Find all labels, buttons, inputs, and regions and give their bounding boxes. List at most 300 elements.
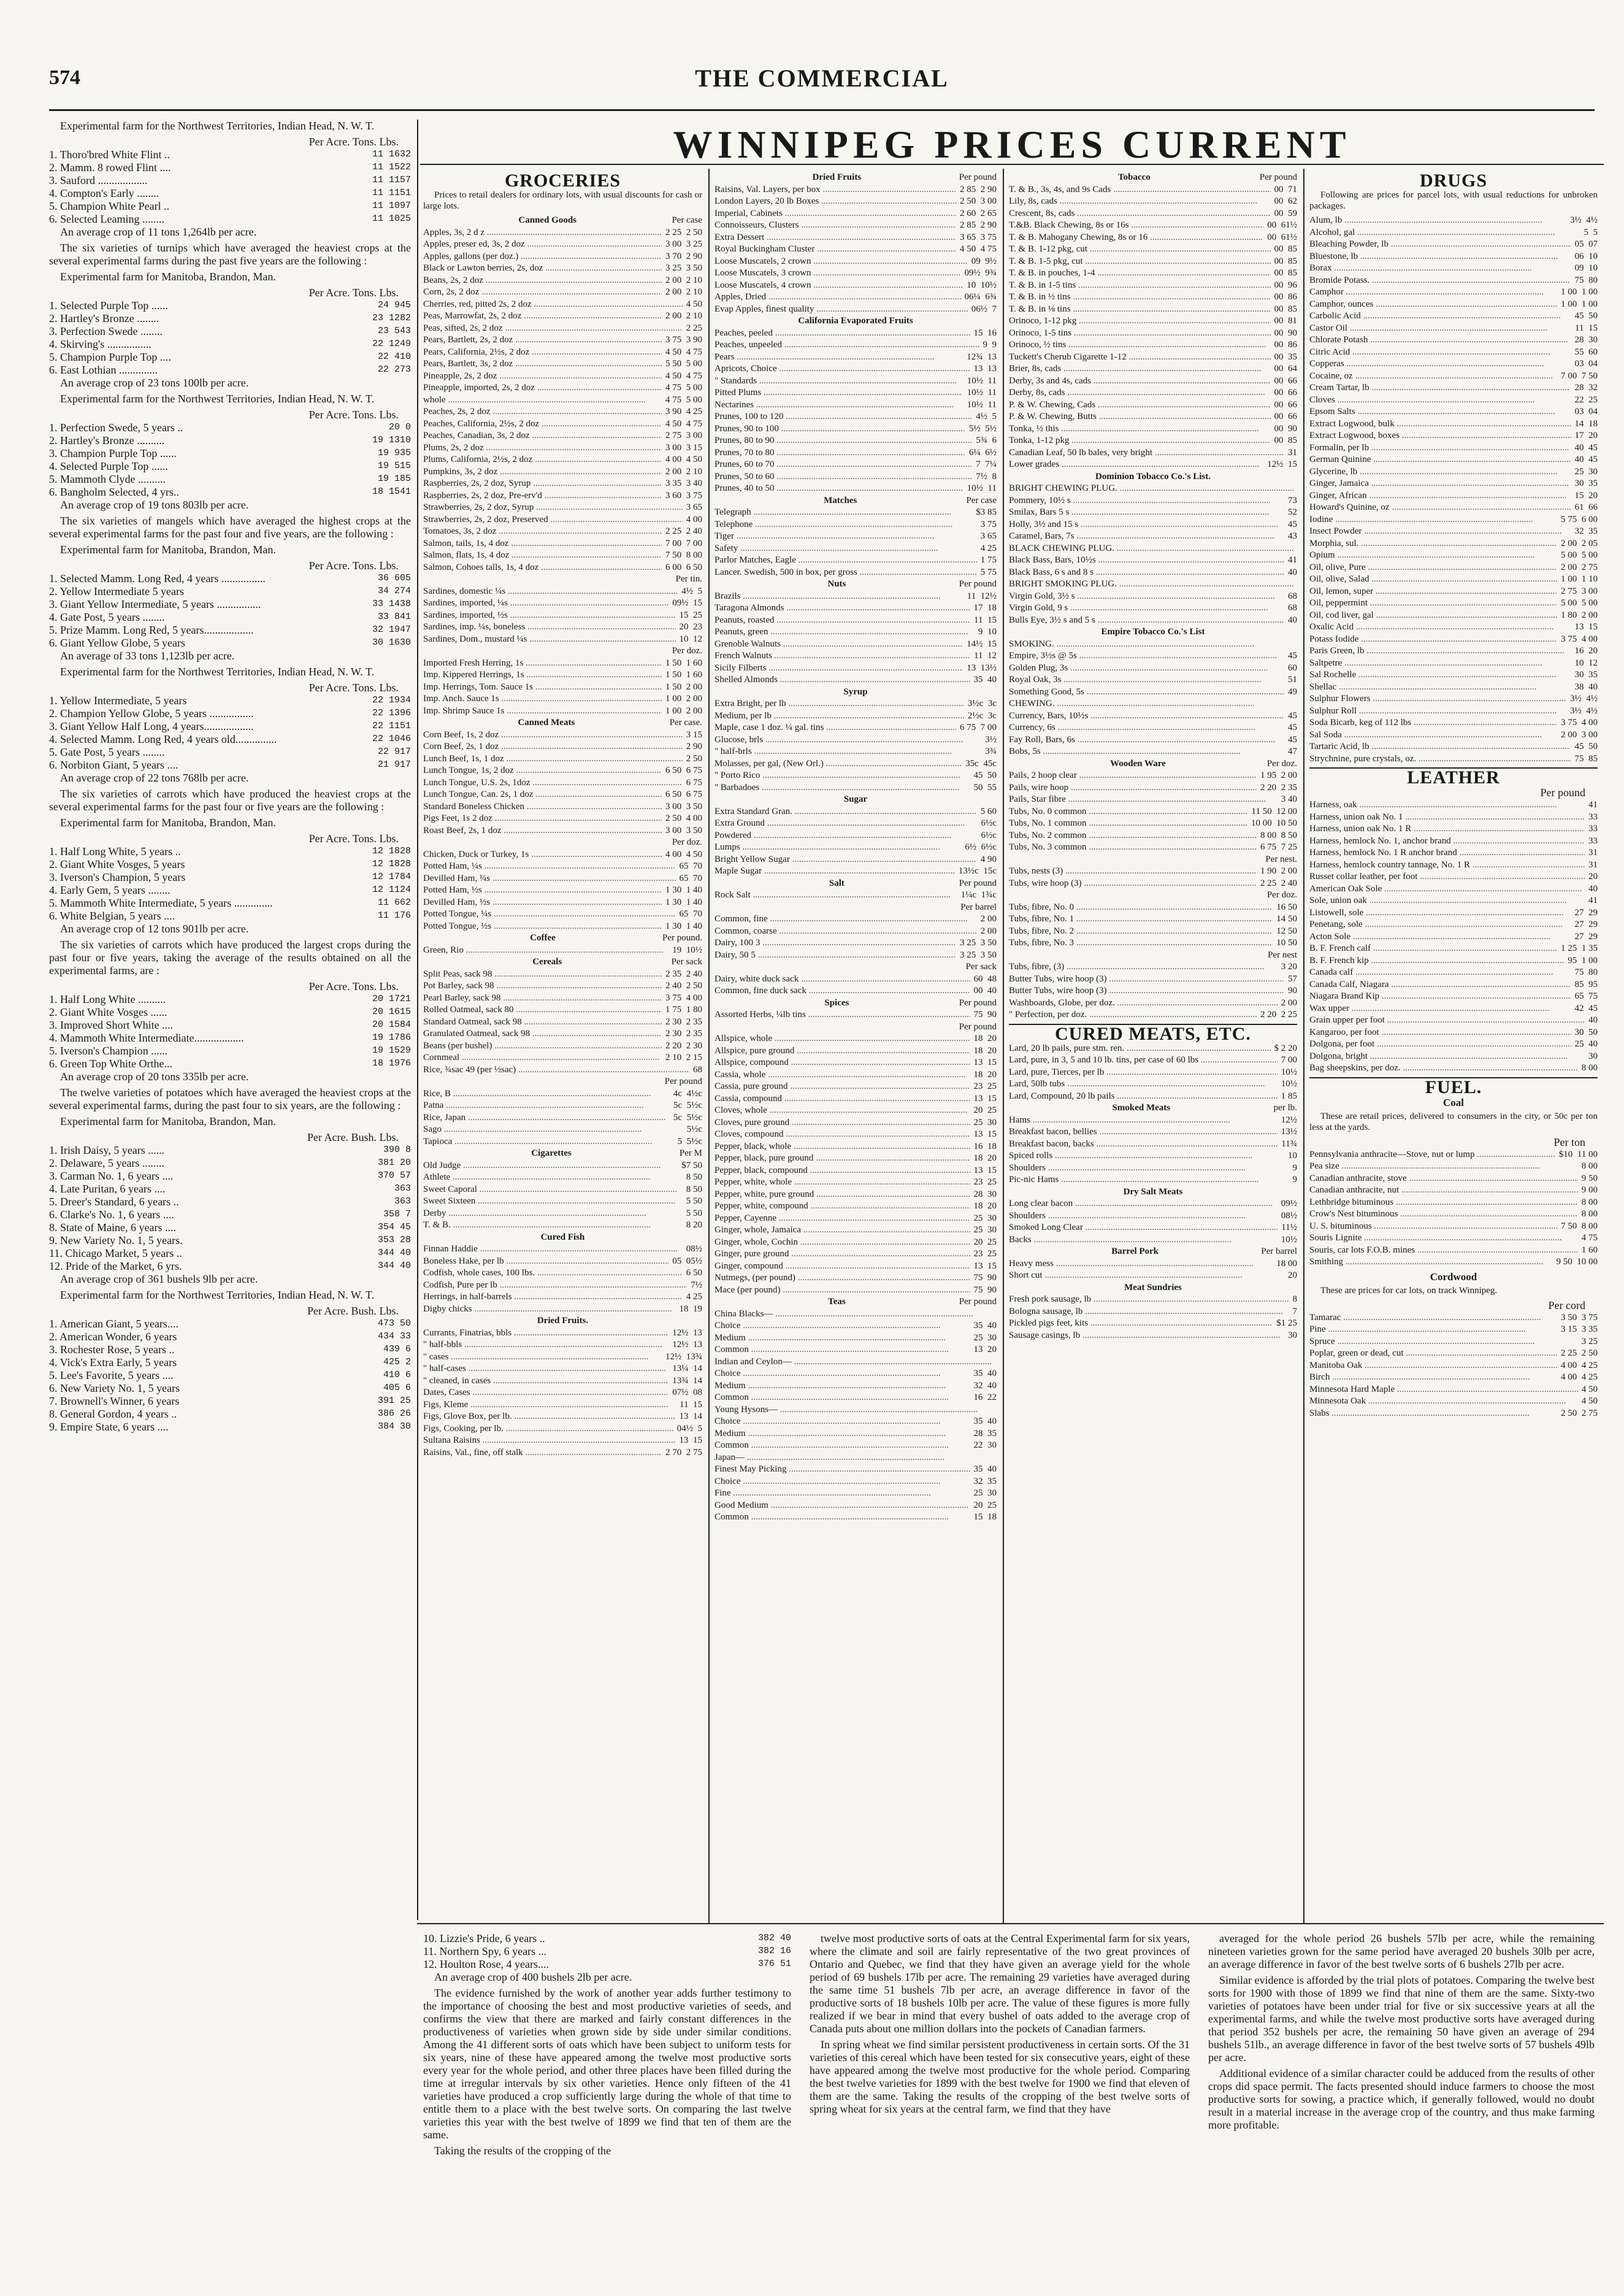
price-row	[1309, 658, 1598, 670]
item-name: Prunes, 40 to 50 .....	[714, 483, 963, 495]
price-row	[714, 447, 997, 459]
item-price: 23 25	[973, 1177, 997, 1187]
section-heading	[423, 932, 702, 945]
variety-name: 6. New Variety No. 1, 5 years	[49, 1382, 180, 1394]
yield-value: 22 1396	[372, 708, 411, 718]
unit-heading: Per Acre. Tons. Lbs.	[308, 136, 399, 148]
item-name: Alcohol, gal .....	[1309, 227, 1555, 239]
item-name: Tartaric Acid, lb .....	[1309, 741, 1569, 753]
variety-name: 7. Brownell's Winner, 6 years	[49, 1395, 180, 1407]
item-price: 22 30	[973, 1440, 997, 1450]
item-name: Common .....	[714, 1511, 949, 1524]
variety-name: 1. Selected Mamm. Long Red, 4 years ................	[49, 572, 266, 585]
item-price	[993, 1356, 997, 1369]
item-name: Tonka, 1-12 pkg .....	[1009, 435, 1270, 447]
item-price: 2 00 2 10	[665, 466, 702, 477]
item-price: 16 18	[973, 1141, 997, 1151]
variety-name: 3. Perfection Swede ........	[49, 325, 163, 337]
item-price: 3 25 3 50	[665, 263, 702, 273]
average-summary: An average crop of 19 tons 803lb per acre.	[60, 499, 249, 511]
price-row	[1309, 1027, 1598, 1039]
farm-intro: Experimental farm for Manitoba, Brandon, Man.	[60, 271, 276, 283]
price-row	[1309, 847, 1598, 859]
item-price: 25 30	[973, 1213, 997, 1223]
item-name: Young Hysons— .....	[714, 1404, 978, 1416]
price-row	[714, 267, 997, 280]
section-title	[1009, 950, 1268, 962]
item-name: Camphor .....	[1309, 286, 1544, 299]
variety-name: 2. Giant White Vosges ......	[49, 1006, 167, 1018]
item-name: Pickled pigs feet, kits .....	[1009, 1318, 1273, 1330]
item-name: Salmon, tails, 1s, 4 doz .....	[423, 538, 662, 550]
item-name: Listowell, sole .....	[1309, 907, 1564, 920]
price-row	[1309, 729, 1598, 742]
item-name: " Porto Rico .....	[714, 770, 960, 782]
item-price: 40 45	[1574, 455, 1598, 464]
item-price: 18 20	[973, 1045, 997, 1056]
item-price: 65 70	[679, 861, 702, 871]
price-row	[1009, 363, 1297, 375]
price-row	[1309, 286, 1598, 299]
item-name: Something Good, 5s .....	[1009, 686, 1284, 699]
price-row	[714, 208, 997, 220]
item-price: 14½ 15	[967, 639, 997, 649]
item-price: 2 85 2 90	[960, 220, 997, 230]
price-row	[714, 866, 997, 878]
section-title: California Evaporated Fruits	[798, 316, 913, 326]
variety-name: 4. Selected Mamm. Long Red, 4 years old...............	[49, 733, 277, 745]
yield-value: 381 20	[377, 1158, 411, 1168]
average-summary: An average crop of 11 tons 1,264lb per acre.	[60, 226, 257, 238]
section-unit: Per pound	[959, 1297, 997, 1307]
item-name: P. & W. Chewing, Butts .....	[1009, 411, 1271, 423]
item-name: Pears .....	[714, 351, 935, 364]
item-name: Sardines, Dom., mustard ¼s .....	[423, 634, 676, 646]
item-name: Shellac .....	[1309, 682, 1536, 694]
price-row	[1309, 634, 1598, 646]
item-name: Sardines, imp. ¼s, boneless .....	[423, 621, 676, 634]
item-name: Rolled Oatmeal, sack 80 .....	[423, 1004, 662, 1016]
price-row	[1309, 1384, 1598, 1396]
price-row	[1009, 519, 1297, 531]
item-name: Pitted Plums .....	[714, 387, 962, 399]
price-row	[714, 734, 997, 747]
item-price: 20 25	[973, 1105, 997, 1115]
item-price: 2 00 2 10	[665, 275, 702, 285]
item-name: T. & B. .....	[423, 1219, 651, 1232]
price-row	[714, 830, 997, 842]
price-row	[423, 1375, 702, 1388]
unit-heading: Per Acre. Bush. Lbs.	[307, 1305, 399, 1317]
variety-name: 1. Selected Purple Top ......	[49, 299, 168, 312]
price-row	[423, 693, 702, 705]
item-price: 15 18	[973, 1512, 997, 1522]
price-row	[714, 1452, 997, 1464]
section-heading	[1009, 471, 1297, 483]
item-price: 38 40	[1574, 682, 1598, 692]
price-row	[714, 1272, 997, 1284]
result-row	[49, 460, 411, 473]
item-name: CHEWING. .....	[1009, 698, 1255, 710]
price-row	[1309, 645, 1598, 658]
price-row	[423, 347, 702, 359]
price-row	[714, 543, 997, 555]
section-heading	[1009, 854, 1297, 866]
section-heading	[423, 215, 702, 227]
item-price: 16 50	[1276, 902, 1297, 912]
price-row	[1009, 399, 1297, 412]
price-row	[714, 1141, 997, 1153]
price-row	[423, 1423, 702, 1435]
page-header	[49, 61, 1595, 104]
item-name: Peas, sifted, 2s, 2 doz .....	[423, 323, 683, 335]
item-name: Maple, case 1 doz. ¼ gal. tins .....	[714, 722, 956, 734]
item-name: Bleaching Powder, lb .....	[1309, 239, 1571, 251]
item-price: 3¾	[985, 747, 997, 756]
price-row	[1009, 913, 1297, 926]
section-heading	[714, 997, 997, 1010]
item-name: Mace (per pound) .....	[714, 1284, 970, 1297]
item-price: 00 61½	[1267, 220, 1297, 230]
item-name: Slabs .....	[1309, 1408, 1530, 1420]
variety-name: 6. Giant Yellow Globe, 5 years	[49, 637, 185, 649]
section-heading	[714, 961, 997, 973]
item-name: Choice .....	[714, 1368, 941, 1380]
item-price: 25 30	[973, 1117, 997, 1127]
price-row	[1309, 263, 1598, 275]
item-price: 10½ 11	[967, 483, 997, 493]
yield-value: 11 1025	[372, 213, 411, 224]
item-price: 73	[1288, 495, 1297, 505]
item-price: 4 50 4 75	[960, 244, 997, 254]
item-name: Royal Oak, 3s .....	[1009, 674, 1262, 686]
variety-name: 6. Clarke's No. 1, 6 years ....	[49, 1208, 174, 1221]
price-row	[1009, 1009, 1297, 1021]
item-price: 31	[1588, 848, 1598, 858]
item-price: 1 00 1 00	[1561, 287, 1598, 297]
item-name: Cream Tartar, lb .....	[1309, 382, 1569, 394]
item-name: Common .....	[714, 1392, 949, 1404]
section-heading	[714, 794, 997, 806]
item-price: 5 00 5 00	[1561, 550, 1598, 560]
prices-bottom-rule	[417, 1923, 1604, 1924]
yield-value: 20 1721	[372, 994, 411, 1004]
paragraph: Taking the results of the cropping of the	[434, 2144, 611, 2157]
item-name: Bobs, 5s .....	[1009, 746, 1241, 758]
price-row	[714, 1368, 997, 1380]
item-price: 00 66	[1274, 388, 1297, 397]
variety-name: 3. Giant Yellow Half Long, 4 years..................	[49, 720, 254, 732]
item-name: Potted Tongue, ¼s .....	[423, 908, 676, 921]
variety-name: 8. State of Maine, 6 years ....	[49, 1221, 176, 1234]
variety-name: 5. Champion White Pearl ..	[49, 200, 170, 212]
item-price: 25 30	[973, 1225, 997, 1235]
item-price: 1 90 2 00	[1260, 866, 1297, 876]
price-row	[1309, 955, 1598, 967]
item-price: 8 00	[1581, 1063, 1598, 1073]
item-name: Plums, California, 2½s, 2 doz .....	[423, 454, 662, 466]
price-row	[714, 1093, 997, 1105]
price-row	[714, 1261, 997, 1273]
item-price: 3 25 3 50	[960, 950, 997, 960]
item-price: 5¾ 6	[976, 436, 997, 445]
item-price: 20	[1288, 1270, 1297, 1280]
cordwood-subtitle: Cordwood	[1430, 1270, 1477, 1283]
item-price: 2 50	[686, 753, 702, 764]
average-summary: An average crop of 23 tons 100lb per acre.	[60, 377, 249, 389]
item-name: Prunes, 100 to 120 .....	[714, 411, 972, 423]
price-row	[1009, 1174, 1297, 1186]
item-price: 9 9	[982, 340, 997, 350]
price-row	[1309, 991, 1598, 1003]
yield-value: 23 1282	[372, 313, 411, 323]
item-price: 27 29	[1574, 907, 1598, 918]
price-row	[423, 1267, 702, 1280]
result-row	[49, 200, 411, 213]
item-name: Chicken, Duck or Turkey, 1s .....	[423, 849, 662, 861]
price-row	[423, 1016, 702, 1029]
result-row	[49, 161, 411, 174]
item-name: Pepper, black, pure ground .....	[714, 1153, 970, 1165]
item-price: 45 50	[973, 770, 997, 780]
item-price: 25 30	[973, 1488, 997, 1498]
item-name: Strawberries, 2s, 2 doz, Preserved .....	[423, 514, 683, 526]
item-name: Smithing .....	[1309, 1256, 1543, 1269]
item-name: Derby .....	[423, 1208, 646, 1220]
result-row	[49, 148, 411, 161]
price-row	[714, 1153, 997, 1165]
item-price: 5 00 5 00	[1561, 598, 1598, 608]
item-name: Cloves, pure ground .....	[714, 1117, 970, 1129]
item-name: Sweet Sixteen .....	[423, 1196, 676, 1208]
item-price: 2 00	[980, 926, 997, 936]
item-name: Sausage casings, lb .....	[1009, 1330, 1280, 1342]
item-name: Tubs, nests (3) .....	[1009, 866, 1257, 878]
item-price: 75 90	[973, 1010, 997, 1019]
item-name: Corn, 2s, 2 doz .....	[423, 286, 662, 299]
item-name: Pot Barley, sack 98 .....	[423, 980, 662, 993]
item-price: 55 60	[1574, 347, 1598, 357]
price-row	[1009, 208, 1297, 220]
price-row	[1309, 371, 1598, 383]
item-price: 10½	[1281, 1067, 1297, 1077]
section-unit: Per pound	[664, 1077, 702, 1086]
item-price: 2 50 3 00	[960, 196, 997, 206]
result-row	[49, 624, 411, 637]
section-unit: Per sack	[965, 962, 997, 972]
price-row	[1009, 830, 1297, 842]
price-row	[714, 746, 997, 758]
result-row	[49, 871, 411, 884]
item-name: Lard, 50lb tubs .....	[1009, 1078, 1265, 1091]
section-unit: Per pound	[959, 997, 997, 1008]
price-row	[1309, 1149, 1598, 1161]
item-price: 12½	[1281, 1115, 1297, 1125]
price-row	[1009, 328, 1297, 340]
item-price: 20	[1588, 872, 1598, 881]
item-name: Cloves, compound .....	[714, 1129, 970, 1141]
item-name: Patna .....	[423, 1100, 644, 1112]
price-row	[714, 1440, 997, 1452]
item-price: 35 40	[973, 1416, 997, 1426]
price-row	[714, 698, 997, 710]
item-price: 35 40	[973, 675, 997, 685]
item-name: Beans (per bushel) .....	[423, 1040, 662, 1053]
farm-intro: Experimental farm for Manitoba, Brandon, Man.	[60, 816, 276, 829]
price-row	[1009, 280, 1297, 292]
item-name: Medium .....	[714, 1380, 946, 1392]
item-name: Bag sheepskins, per doz. .....	[1309, 1062, 1578, 1075]
item-name: Tomatoes, 3s, 2 doz .....	[423, 526, 662, 538]
item-name: Lunch Tongue, 1s, 2 doz .....	[423, 765, 662, 777]
price-row	[1009, 937, 1297, 950]
item-price: 5½c	[686, 1124, 702, 1134]
item-price: 40	[1288, 567, 1297, 577]
variety-name: 2. Hartley's Bronze ..........	[49, 434, 165, 447]
price-row	[714, 1237, 997, 1249]
section-title: Spices	[824, 997, 849, 1008]
yield-value: 22 1249	[372, 339, 411, 349]
price-row	[423, 466, 702, 478]
price-row	[1009, 639, 1297, 651]
item-price: 1 00 2 00	[665, 694, 702, 704]
result-row	[49, 910, 411, 923]
item-name: Tubs, fibre, No. 3 .....	[1009, 937, 1273, 950]
item-name: Imp. Kippered Herrings, 1s .....	[423, 669, 662, 682]
variety-name: 6. East Lothian ..............	[49, 364, 158, 376]
item-name: Lard, pure, Tierces, per lb .....	[1009, 1067, 1277, 1079]
result-row	[49, 1208, 411, 1221]
result-row	[49, 434, 411, 447]
item-name: Peanuts, roasted .....	[714, 615, 970, 627]
item-name: Camphor, ounces .....	[1309, 299, 1557, 311]
item-price: 9 50 10 00	[1556, 1257, 1598, 1267]
item-name: Peaches, peeled .....	[714, 328, 970, 340]
item-name: Codfish, Pure per lb .....	[423, 1280, 687, 1292]
item-name: Beans, 2s, 2 doz .....	[423, 275, 662, 287]
item-name: T.&B. Black Chewing, 8s or 16s .....	[1009, 220, 1263, 232]
item-price: 2 85 2 90	[960, 184, 997, 194]
item-name: Peas, Marrowfat, 2s, 2 doz .....	[423, 310, 662, 323]
item-name: Tapioca .....	[423, 1136, 653, 1148]
variety-name: 5. Prize Mamm. Long Red, 5 years..................	[49, 624, 254, 636]
result-row	[49, 759, 411, 772]
item-price: 4c 4½c	[673, 1088, 702, 1099]
item-price: 4 75 5 00	[665, 383, 702, 393]
section-unit: Per case	[966, 495, 997, 505]
price-row	[423, 1196, 702, 1208]
item-price: 1 30 1 40	[665, 921, 702, 931]
item-name: Epsom Salts .....	[1309, 406, 1555, 418]
variety-name: 1. Irish Daisy, 5 years ......	[49, 1144, 165, 1156]
item-name: Strychnine, pure crystals, oz. .....	[1309, 753, 1571, 766]
paragraph: The evidence furnished by the work of another year adds further testimony to the importance of choosing the best and most productive varieties of seeds, and confirms the view that there are marked and fairly constant differences in the productiveness of varieties when grown side by side under similar conditions. Among the 41 different sorts of oats which have been subject to uniform tests for six years, nine of these have appeared among the twelve most productive sorts every year for the whole period, and other three places have been filled during the time at irregular intervals by six other varieties. Hence only fifteen of the 41 varieties have produced a crop sufficiently large during the whole of that time to entitle them to a place with the best twelve sorts. On comparing the last twelve varieties this year with the best twelve of 1899 we find that ten of them are the same.	[423, 1987, 791, 2141]
price-row	[423, 945, 702, 957]
item-price	[1293, 578, 1297, 591]
price-row	[714, 256, 997, 268]
price-row	[714, 758, 997, 770]
section-heading	[1009, 1186, 1297, 1199]
item-name: Cherries, red, pitted 2s, 2 doz .....	[423, 299, 683, 311]
item-name: Canadian anthracite, nut .....	[1309, 1184, 1578, 1197]
section-heading	[714, 686, 997, 699]
price-row	[1309, 454, 1598, 466]
section-title: Cereals	[532, 957, 562, 967]
price-row	[714, 1189, 997, 1201]
item-name: Pigs Feet, 1s 2 doz .....	[423, 813, 662, 825]
price-row	[1009, 220, 1297, 232]
price-row	[714, 662, 997, 675]
average-summary: An average crop of 22 tons 768lb per acre.	[60, 772, 249, 784]
result-row	[49, 884, 411, 897]
price-row	[1309, 1161, 1598, 1173]
price-row	[423, 765, 702, 777]
column-divider	[417, 120, 418, 1920]
item-name: Pepper, white, compound .....	[714, 1200, 970, 1213]
item-name: Virgin Gold, 3½ s .....	[1009, 591, 1275, 603]
cordwood-note: These are prices for car lots, on track Winnipeg.	[1320, 1285, 1498, 1296]
item-price	[1293, 483, 1297, 495]
farm-intro: Experimental farm for the Northwest Territories, Indian Head, N. W. T.	[60, 666, 375, 678]
variety-name: 2. Yellow Intermediate 5 years	[49, 585, 184, 597]
item-price: 3 40	[1281, 794, 1297, 804]
tobacco-column	[1009, 172, 1297, 1342]
item-price: 16 20	[1574, 646, 1598, 656]
item-name: Granulated Oatmeal, sack 98 .....	[423, 1028, 662, 1040]
item-price: 1 50 1 60	[665, 658, 702, 668]
item-price: 20 25	[973, 1500, 997, 1510]
item-name: " Standards .....	[714, 375, 957, 388]
item-name: Orinoco, 1-5 tins .....	[1009, 328, 1271, 340]
price-row	[1009, 734, 1297, 747]
price-row	[714, 232, 997, 244]
item-name: Niagara Brand Kip .....	[1309, 991, 1571, 1003]
item-name: Crescent, 8s, cads .....	[1009, 208, 1271, 220]
price-row	[423, 1172, 702, 1184]
item-name: Sal Rochelle .....	[1309, 669, 1556, 682]
section-title	[714, 961, 966, 973]
price-row	[714, 937, 997, 950]
item-price: 3 65	[980, 531, 997, 541]
item-name: Fresh pork sausage, lb .....	[1009, 1294, 1289, 1306]
item-name: Sulphur Flowers .....	[1309, 693, 1566, 705]
price-row	[1309, 741, 1598, 753]
item-price: 10 10½	[967, 280, 997, 290]
item-price	[1293, 639, 1297, 651]
item-name: Spruce .....	[1309, 1336, 1535, 1348]
item-name: Derby, 3s and 4s, cads .....	[1009, 375, 1271, 388]
item-name: " Perfection, per doz. .....	[1009, 1009, 1257, 1021]
section-unit: Per pound	[959, 172, 997, 182]
item-price: 2 20 2 30	[665, 1040, 702, 1051]
result-row	[49, 572, 411, 585]
price-row	[423, 1064, 702, 1077]
price-row	[1309, 394, 1598, 407]
price-row	[1309, 943, 1598, 955]
section-title	[714, 902, 960, 914]
item-name: Citric Acid .....	[1309, 347, 1550, 359]
item-price: 7	[1292, 1306, 1297, 1316]
price-row	[423, 1411, 702, 1423]
item-name: Prunes, 70 to 80 .....	[714, 447, 965, 459]
price-row	[714, 1476, 997, 1488]
section-heading	[1009, 1102, 1297, 1115]
variety-name: 4. Mammoth White Intermediate..................	[49, 1032, 244, 1044]
item-price: 6 75 7 00	[960, 723, 997, 732]
item-price: 65 75	[1574, 991, 1598, 1001]
price-row	[423, 251, 702, 263]
price-row	[714, 328, 997, 340]
